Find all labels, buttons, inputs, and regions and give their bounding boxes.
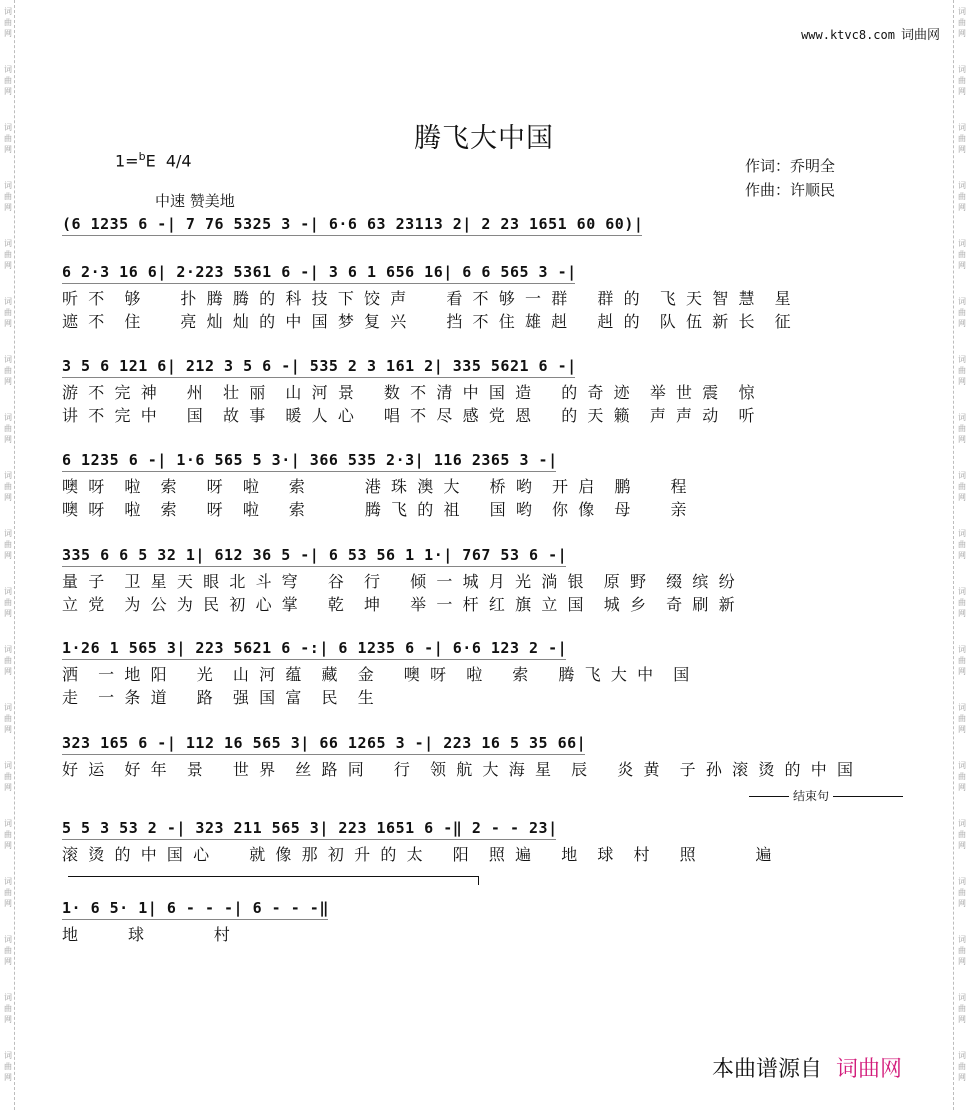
lyric-line: 听 不 够 扑 腾 腾 的 科 技 下 饺 声 看 不 够 一 群 群 的 飞 天 智 慧 星 <box>62 289 791 308</box>
watermark-mark: 词 曲 网 <box>958 935 966 966</box>
lyric-line: 游 不 完 神 州 壮 丽 山 河 景 数 不 清 中 国 造 的 奇 迹 举 世 震 惊 <box>62 383 755 402</box>
score-system <box>62 262 902 342</box>
watermark-mark: 词 曲 网 <box>4 471 12 502</box>
score-system <box>62 356 902 436</box>
end-label: 结束句 <box>793 789 830 803</box>
key-signature <box>115 150 192 170</box>
lyricist: 作词：乔明全 <box>745 157 836 175</box>
score-system <box>62 818 902 898</box>
composer: 作曲：许顺民 <box>745 181 836 199</box>
tempo-marking: 中速 赞美地 <box>155 192 235 210</box>
watermark-mark: 词 曲 网 <box>958 471 966 502</box>
source-label: 本曲谱源自 <box>712 1057 823 1082</box>
lyric-line: 噢 呀 啦 索 呀 啦 索 港 珠 澳 大 桥 哟 开 启 鹏 程 <box>62 477 687 496</box>
right-margin-watermark <box>953 0 968 1110</box>
source-credit <box>712 1052 902 1083</box>
watermark-mark: 词 曲 网 <box>958 65 966 96</box>
watermark-mark: 词 曲 网 <box>4 413 12 444</box>
watermark-mark: 词 曲 网 <box>4 65 12 96</box>
lyric-line: 噢 呀 啦 索 呀 啦 索 腾 飞 的 祖 国 哟 你 像 母 亲 <box>62 500 687 519</box>
watermark-mark: 词 曲 网 <box>958 181 966 212</box>
watermark-mark: 词 曲 网 <box>4 935 12 966</box>
source-brand[interactable]: 词曲网 <box>836 1057 903 1082</box>
note-line: 5 5 3 53 2 -| 323 211 565 3| 223 1651 6 -‖ 2 - - 23| <box>62 819 558 837</box>
site-watermark <box>801 24 940 43</box>
watermark-mark: 词 曲 网 <box>4 181 12 212</box>
watermark-mark: 词 曲 网 <box>958 993 966 1024</box>
note-line: 323 165 6 -| 112 16 565 3| 66 1265 3 -| 223 16 5 35 66| <box>62 734 587 752</box>
watermark-mark: 词 曲 网 <box>4 239 12 270</box>
score-system <box>62 450 902 530</box>
score-system <box>62 638 902 718</box>
note-line: 335 6 6 5 32 1| 612 36 5 -| 6 53 56 1 1·| 767 53 6 -| <box>62 546 568 564</box>
watermark-mark: 词 曲 网 <box>958 703 966 734</box>
note-line: 1· 6 5· 1| 6 - - -| 6 - - -‖ <box>62 899 329 917</box>
watermark-mark: 词 曲 网 <box>4 761 12 792</box>
watermark-mark: 词 曲 网 <box>4 993 12 1024</box>
lyric-line: 立 党 为 公 为 民 初 心 掌 乾 坤 举 一 杆 红 旗 立 国 城 乡 奇 刷 新 <box>62 595 735 614</box>
watermark-mark: 词 曲 网 <box>958 239 966 270</box>
note-line: 3 5 6 121 6| 212 3 5 6 -| 535 2 3 161 2| 335 5621 6 -| <box>62 357 577 375</box>
lyric-line: 讲 不 完 中 国 故 事 暖 人 心 唱 不 尽 感 党 恩 的 天 籁 声 声 动 听 <box>62 406 755 425</box>
key-note: E <box>145 151 156 171</box>
lyric-line: 好 运 好 年 景 世 界 丝 路 同 行 领 航 大 海 星 辰 炎 黄 子 孙 滚 烫 的 中 国 <box>62 760 854 779</box>
time-signature: 4/4 <box>165 151 192 171</box>
site-name: 词曲网 <box>900 28 940 43</box>
watermark-mark: 词 曲 网 <box>958 123 966 154</box>
key-flat: b <box>138 150 146 163</box>
watermark-mark: 词 曲 网 <box>958 413 966 444</box>
credits <box>745 154 835 202</box>
lyric-line: 走 一 条 道 路 强 国 富 民 生 <box>62 688 374 707</box>
watermark-mark: 词 曲 网 <box>4 877 12 908</box>
lyric-line: 滚 烫 的 中 国 心 就 像 那 初 升 的 太 阳 照 遍 地 球 村 照 遍 <box>62 845 772 864</box>
watermark-mark: 词 曲 网 <box>4 7 12 38</box>
key-prefix: 1= <box>115 151 139 171</box>
watermark-mark: 词 曲 网 <box>958 1051 966 1082</box>
score-system <box>62 545 902 625</box>
watermark-mark: 词 曲 网 <box>4 819 12 850</box>
watermark-mark: 词 曲 网 <box>958 645 966 676</box>
watermark-mark: 词 曲 网 <box>958 7 966 38</box>
lyric-line: 遮 不 住 亮 灿 灿 的 中 国 梦 复 兴 挡 不 住 雄 赳 赳 的 队 伍 新 长 征 <box>62 312 791 331</box>
watermark-mark: 词 曲 网 <box>4 645 12 676</box>
watermark-mark: 词 曲 网 <box>958 297 966 328</box>
note-line: (6 1235 6 -| 7 76 5325 3 -| 6·6 63 23113 2| 2 23 1651 60 60)| <box>62 215 644 233</box>
lyric-line: 量 子 卫 星 天 眼 北 斗 穹 谷 行 倾 一 城 月 光 淌 银 原 野 缀 缤 纷 <box>62 572 735 591</box>
watermark-mark: 词 曲 网 <box>4 1051 12 1082</box>
song-title: 腾飞大中国 <box>414 123 554 154</box>
watermark-mark: 词 曲 网 <box>4 587 12 618</box>
left-margin-watermark <box>0 0 15 1110</box>
watermark-mark: 词 曲 网 <box>958 761 966 792</box>
watermark-mark: 词 曲 网 <box>958 529 966 560</box>
score-system <box>62 898 902 978</box>
ending-phrase-marker <box>745 787 907 804</box>
note-line: 6 2·3 16 6| 2·223 5361 6 -| 3 6 1 656 16| 6 6 565 3 -| <box>62 263 577 281</box>
site-url[interactable]: www.ktvc8.com <box>801 28 895 42</box>
watermark-mark: 词 曲 网 <box>958 819 966 850</box>
watermark-mark: 词 曲 网 <box>4 123 12 154</box>
watermark-mark: 词 曲 网 <box>4 529 12 560</box>
beam-underline <box>62 235 642 240</box>
watermark-mark: 词 曲 网 <box>958 355 966 386</box>
ending-bracket <box>68 876 479 885</box>
lyric-line: 洒 一 地 阳 光 山 河 蕴 藏 金 噢 呀 啦 索 腾 飞 大 中 国 <box>62 665 690 684</box>
note-line: 1·26 1 565 3| 223 5621 6 -:| 6 1235 6 -| 6·6 123 2 -| <box>62 639 568 657</box>
note-line: 6 1235 6 -| 1·6 565 5 3·| 366 535 2·3| 116 2365 3 -| <box>62 451 558 469</box>
lyric-line: 地 球 村 <box>62 925 231 944</box>
watermark-mark: 词 曲 网 <box>4 355 12 386</box>
watermark-mark: 词 曲 网 <box>958 587 966 618</box>
watermark-mark: 词 曲 网 <box>4 297 12 328</box>
watermark-mark: 词 曲 网 <box>4 703 12 734</box>
watermark-mark: 词 曲 网 <box>958 877 966 908</box>
